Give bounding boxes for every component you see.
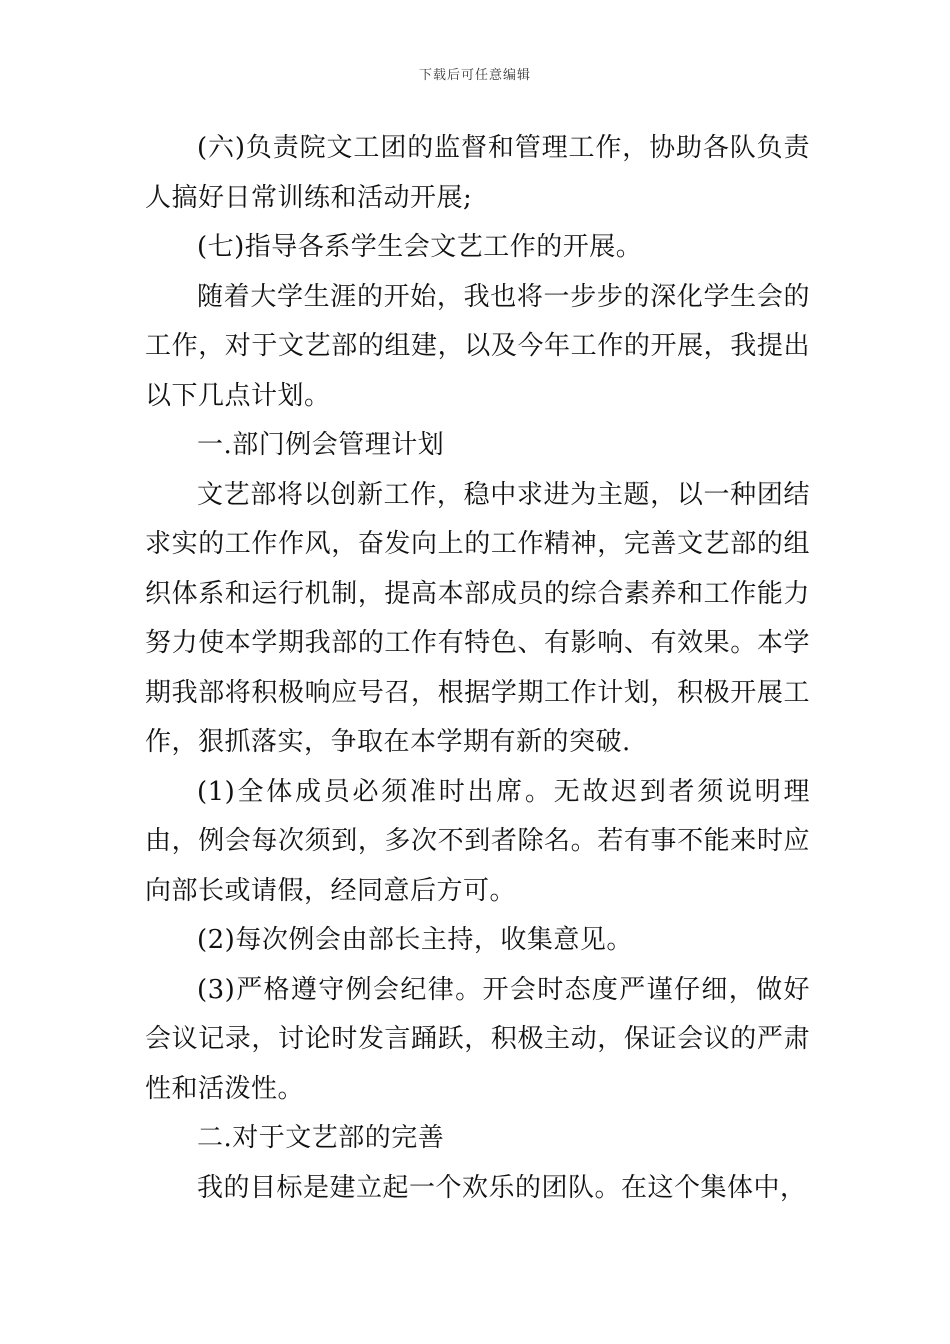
section-heading-improvement: 二.对于文艺部的完善 — [197, 1123, 445, 1153]
section-heading-meeting-plan: 一.部门例会管理计划 — [197, 430, 445, 460]
paragraph-duty-7: (七)指导各系学生会文艺工作的开展。 — [197, 232, 643, 262]
document-body — [145, 124, 810, 1213]
paragraph-duty-6: (六)负责院文工团的监督和管理工作，协助各队负责人搞好日常训练和活动开展; — [145, 133, 810, 213]
paragraph-rule-3: (3)严格遵守例会纪律。开会时态度严谨仔细，做好会议记录，讨论时发言踊跃，积极主动，保证会议的严肃性和活泼性。 — [145, 974, 810, 1104]
page-header-note: 下载后可任意编辑 — [418, 68, 531, 83]
paragraph-rule-1: (1)全体成员必须准时出席。无故迟到者须说明理由，例会每次须到，多次不到者除名。若有事不能来时应向部长或请假，经同意后方可。 — [145, 776, 810, 906]
paragraph-rule-2: (2)每次例会由部长主持，收集意见。 — [197, 925, 633, 955]
paragraph-team-goal: 我的目标是建立起一个欢乐的团队。在这个集体中， — [197, 1172, 807, 1203]
paragraph-intro-plan: 随着大学生涯的开始，我也将一步步的深化学生会的工作，对于文艺部的组建，以及今年工作的开展，我提出以下几点计划。 — [145, 281, 810, 411]
paragraph-meeting-goals: 文艺部将以创新工作，稳中求进为主题，以一种团结求实的工作作风，奋发向上的工作精神，完善文艺部的组织体系和运行机制，提高本部成员的综合素养和工作能力努力使本学期我部的工作有特色、有影响、有效果。本学期我部将积极响应号召，根据学期工作计划，积极开展工作，狠抓落实，争取在本学期有新的突破. — [145, 479, 810, 757]
